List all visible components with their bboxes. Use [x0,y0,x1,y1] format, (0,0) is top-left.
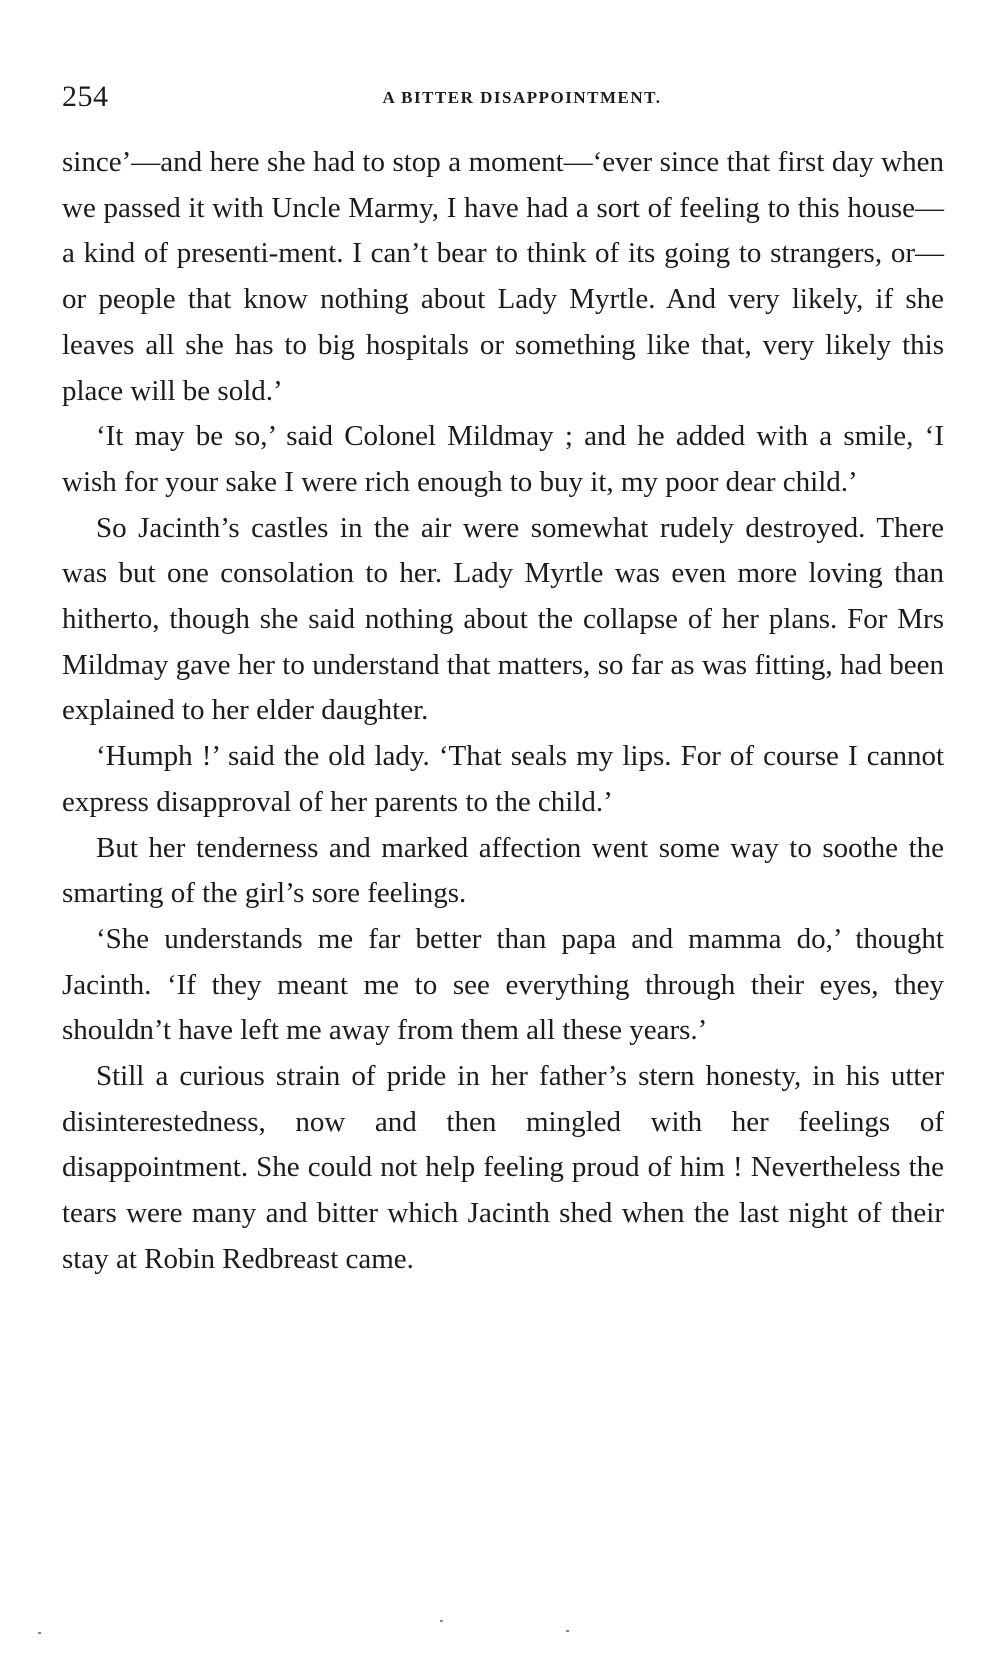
paragraph: ‘She understands me far better than papa and mamma do,’ thought Jacinth. ‘If they meant me to see everything through their eyes, they shouldn’t have left me away from them all these years.’ [62,922,944,1047]
running-title: A BITTER DISAPPOINTMENT. [382,88,662,107]
paragraph: ‘It may be so,’ said Colonel Mildmay ; and he added with a smile, ‘I wish for your sake I were rich enough to buy it, my poor dear child.’ [62,420,944,498]
paragraph: since’—and here she had to stop a moment—‘ever since that first day when we passed it with Uncle Marmy, I have had a sort of feeling to this house—a kind of presenti-ment. I can’t bear to think of its going to strangers, or— or people that know nothing about Lady Myrtle. And very likely, if she leaves all she has to big hospitals or something like that, very likely this place will be sold.’ [62,146,944,407]
page-header [62,80,942,120]
paragraph: Still a curious strain of pride in her father’s stern honesty, in his utter disinterestedness, now and then mingled with her feelings of disappointment. She could not help feeling proud of him ! Nevertheless the tears were many and bitter which Jacinth shed when the last night of their stay at Robin Redbreast came. [62,1060,944,1275]
body-text [62,140,944,1283]
page-number: 254 [62,80,109,113]
paragraph: But her tenderness and marked affection went some way to soothe the smarting of the girl’s sore feelings. [62,831,944,910]
print-speck [440,1620,443,1622]
paragraph: So Jacinth’s castles in the air were somewhat rudely destroyed. There was but one consolation to her. Lady Myrtle was even more loving than hitherto, though she said nothing about the collapse of her plans. For Mrs Mildmay gave her to understand that matters, so far as was fitting, had been explained to her elder daughter. [62,511,944,727]
paragraph: ‘Humph !’ said the old lady. ‘That seals my lips. For of course I cannot express disapproval of her parents to the child.’ [62,740,944,818]
print-speck [566,1630,569,1632]
print-speck [38,1632,41,1634]
